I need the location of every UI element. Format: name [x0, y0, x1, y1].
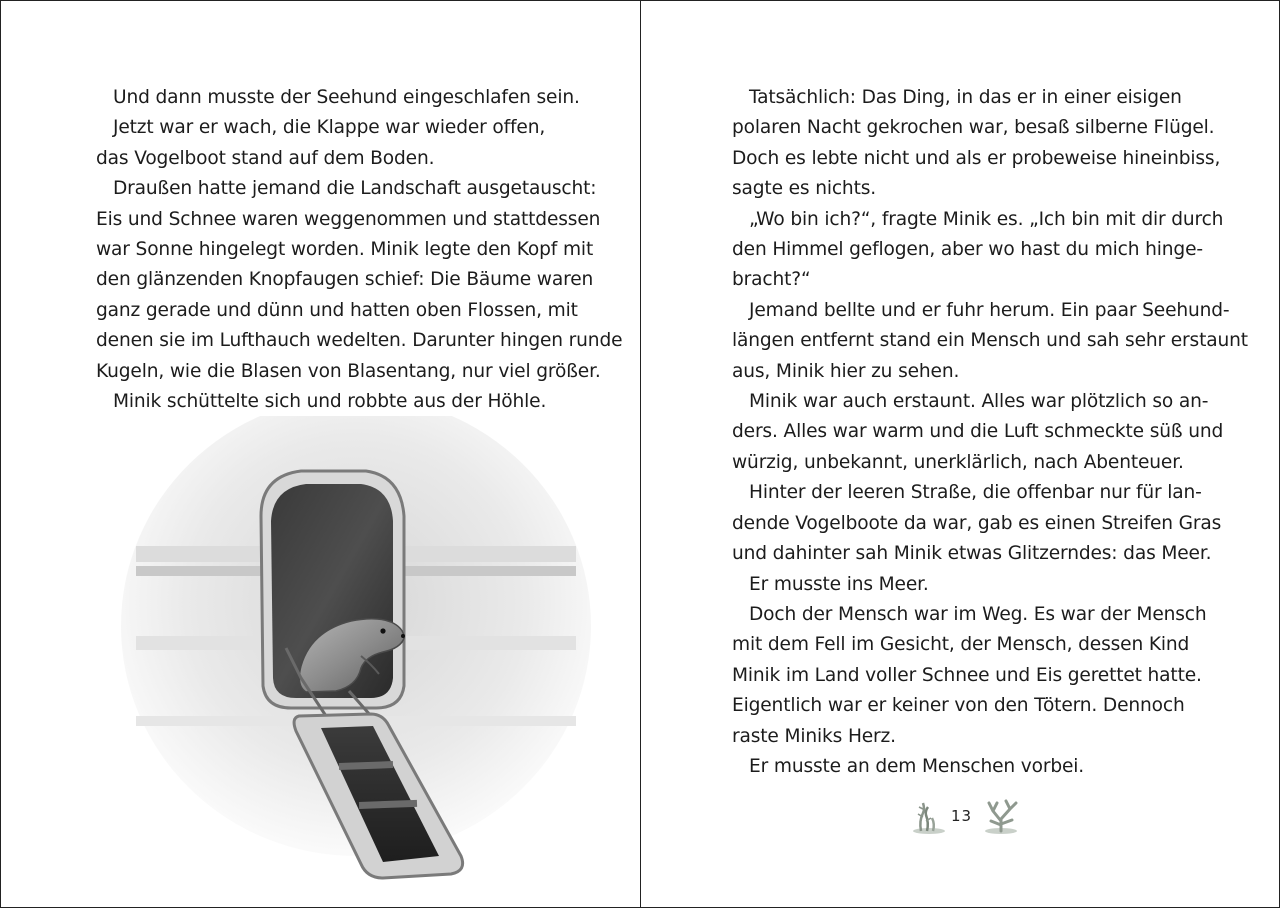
- left-page-text: [96, 83, 623, 417]
- left-text-line: das Vogelboot stand auf dem Boden.: [96, 147, 435, 169]
- page-footer: [911, 797, 1021, 837]
- right-text-line: den Himmel geflogen, aber wo hast du mich hinge-: [732, 239, 1203, 261]
- right-text-line: polaren Nacht gekrochen war, besaß silberne Flügel.: [732, 117, 1215, 139]
- right-text-line: bracht?“: [732, 269, 811, 291]
- right-text-line: raste Miniks Herz.: [732, 725, 896, 747]
- coral-icon: [981, 797, 1021, 835]
- right-text-line: dende Vogelboote da war, gab es einen Streifen Gras: [732, 512, 1222, 534]
- right-text-line: Eigentlich war er keiner von den Tötern. Dennoch: [732, 695, 1185, 717]
- right-text-line: längen entfernt stand ein Mensch und sah sehr erstaunt: [732, 330, 1248, 352]
- right-text-line: „Wo bin ich?“, fragte Minik es. „Ich bin mit dir durch: [749, 208, 1224, 230]
- right-text-line: aus, Minik hier zu sehen.: [732, 360, 960, 382]
- right-page: [641, 1, 1280, 907]
- left-text-line: Minik schüttelte sich und robbte aus der Höhle.: [113, 391, 547, 413]
- left-text-line: den glänzenden Knopfaugen schief: Die Bäume waren: [96, 269, 594, 291]
- page-number: 13: [951, 807, 973, 825]
- left-text-line: Und dann musste der Seehund eingeschlafen sein.: [113, 87, 580, 108]
- right-text-line: Doch der Mensch war im Weg. Es war der Mensch: [749, 603, 1207, 625]
- right-text-line: und dahinter sah Minik etwas Glitzerndes: das Meer.: [732, 543, 1212, 565]
- right-text-line: Tatsächlich: Das Ding, in das er in einer eisigen: [749, 87, 1182, 108]
- right-text-line: Er musste ins Meer.: [749, 573, 929, 595]
- left-text-line: Jetzt war er wach, die Klappe war wieder offen,: [113, 117, 546, 139]
- left-text-line: Kugeln, wie die Blasen von Blasentang, nur viel größer.: [96, 360, 601, 382]
- right-text-line: sagte es nichts.: [732, 178, 877, 200]
- right-page-text: [732, 83, 1248, 782]
- left-text-line: ganz gerade und dünn und hatten oben Flossen, mit: [96, 299, 578, 321]
- left-text-line: war Sonne hingelegt worden. Minik legte den Kopf mit: [96, 239, 594, 261]
- left-text-line: denen sie im Lufthauch wedelten. Darunter hingen runde: [96, 330, 623, 352]
- right-text-line: ders. Alles war warm und die Luft schmeckte süß und: [732, 421, 1224, 443]
- right-text-line: Minik im Land voller Schnee und Eis gerettet hatte.: [732, 664, 1202, 686]
- right-text-line: mit dem Fell im Gesicht, der Mensch, dessen Kind: [732, 634, 1190, 656]
- right-text-line: Jemand bellte und er fuhr herum. Ein paar Seehund-: [749, 299, 1230, 321]
- right-text-line: würzig, unbekannt, unerklärlich, nach Abenteuer.: [732, 451, 1184, 473]
- right-text-line: Hinter der leeren Straße, die offenbar nur für lan-: [749, 482, 1202, 504]
- right-text-line: Doch es lebte nicht und als er probeweise hineinbiss,: [732, 147, 1221, 169]
- seaweed-icon: [911, 799, 947, 835]
- left-text-line: Draußen hatte jemand die Landschaft ausgetauscht:: [113, 178, 597, 200]
- left-page: [1, 1, 641, 907]
- seal-in-aircraft-door-icon: [121, 416, 591, 906]
- right-text-line: Er musste an dem Menschen vorbei.: [749, 755, 1085, 777]
- left-text-line: Eis und Schnee waren weggenommen und stattdessen: [96, 208, 601, 230]
- right-text-line: Minik war auch erstaunt. Alles war plötzlich so an-: [749, 391, 1209, 413]
